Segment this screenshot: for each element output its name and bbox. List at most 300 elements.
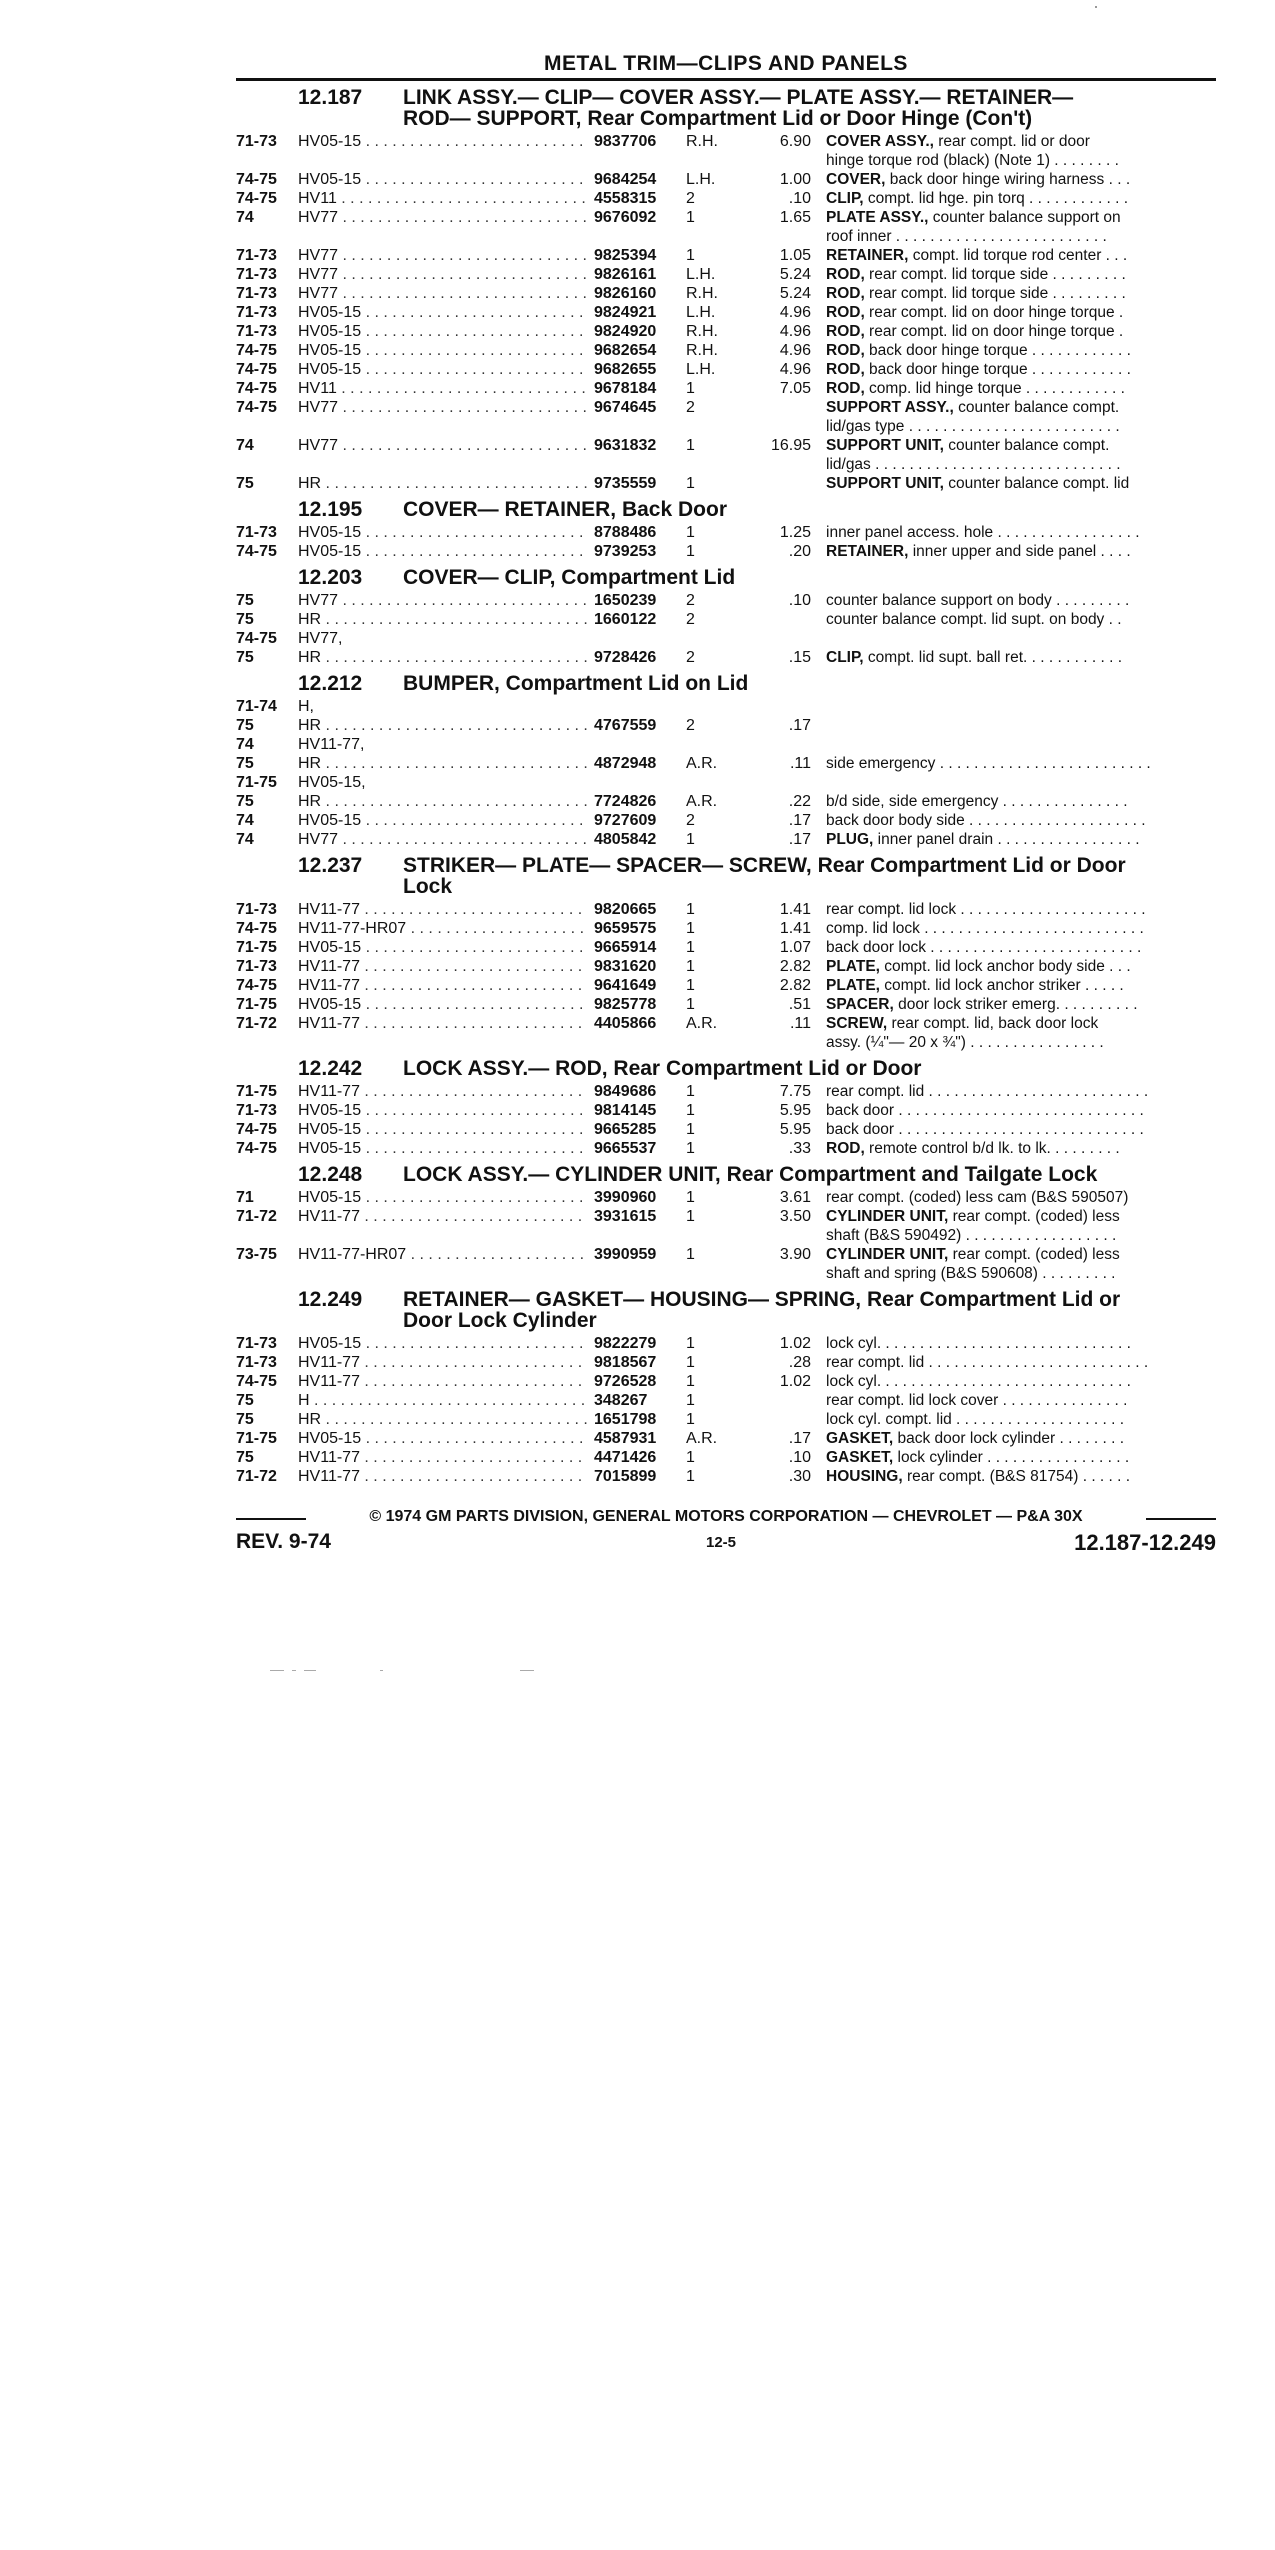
part-description xyxy=(826,1410,1206,1429)
part-number: 9837706 xyxy=(594,133,657,150)
part-row xyxy=(236,303,1216,322)
part-detail: rear compt. lid or door hinge torque rod (black) (Note 1) . . . . . . . . xyxy=(826,133,1119,169)
model-codes: H . . . xyxy=(298,1391,588,1410)
model-years: 75 xyxy=(236,755,254,772)
section-title: LOCK ASSY.— CYLINDER UNIT, Rear Compartment and Tailgate Lock xyxy=(403,1163,1098,1186)
model-years: 74 xyxy=(236,831,254,848)
model-codes: H, xyxy=(298,698,314,715)
part-row xyxy=(236,1188,1216,1207)
part-number: 9831620 xyxy=(594,958,657,975)
model-years: 71-75 xyxy=(236,1083,277,1100)
part-description xyxy=(826,919,1206,938)
price: 5.24 xyxy=(779,266,811,283)
part-row xyxy=(236,189,1216,208)
quantity: 2 xyxy=(686,399,695,416)
quantity: L.H. xyxy=(686,171,716,188)
model-codes: HR . . . xyxy=(298,792,588,811)
part-description xyxy=(826,542,1206,561)
revision-label: REV. 9-74 xyxy=(236,1530,331,1553)
part-number: 9641649 xyxy=(594,977,657,994)
model-codes: HV05-15 . . . xyxy=(298,811,588,830)
copyright-text: © 1974 GM PARTS DIVISION, GENERAL MOTORS CORPORATION — CHEVROLET — P&A 30X xyxy=(369,1508,1083,1525)
part-number: 9676092 xyxy=(594,209,657,226)
part-detail: rear compt. (coded) less shaft (B&S 590492) . . . . . . . . . . . . . . . . . . xyxy=(826,1208,1120,1244)
part-detail: rear compt. (coded) less cam (B&S 590507) xyxy=(826,1189,1129,1206)
price: 16.95 xyxy=(770,437,811,454)
part-row xyxy=(236,648,1216,667)
model-codes: HV77 . . . xyxy=(298,398,588,417)
part-description xyxy=(826,1245,1206,1283)
part-name: COVER, xyxy=(826,171,886,188)
part-name: ROD, xyxy=(826,342,865,359)
model-years: 75 xyxy=(236,592,254,609)
model-codes: HV11-77-HR07 . . . xyxy=(298,1245,588,1264)
price: 7.05 xyxy=(779,380,811,397)
part-description xyxy=(826,900,1206,919)
quantity: L.H. xyxy=(686,304,716,321)
part-number: 9684254 xyxy=(594,171,657,188)
part-number: 9674645 xyxy=(594,399,657,416)
quantity: A.R. xyxy=(686,793,718,810)
model-years: 74 xyxy=(236,812,254,829)
model-codes: HV11-77 . . . xyxy=(298,900,588,919)
model-years: 74-75 xyxy=(236,361,277,378)
part-row xyxy=(236,1245,1216,1283)
quantity: 1 xyxy=(686,247,695,264)
part-row xyxy=(236,754,1216,773)
part-detail: lock cylinder . . . . . . . . . . . . . . . . . xyxy=(893,1449,1130,1466)
part-number: 9659575 xyxy=(594,920,657,937)
footer-rule-right xyxy=(1146,1518,1216,1520)
part-description xyxy=(826,1101,1206,1120)
section-title: RETAINER— GASKET— HOUSING— SPRING, Rear Compartment Lid or Door Lock Cylinder xyxy=(403,1288,1121,1332)
model-years: 71-73 xyxy=(236,1335,277,1352)
price: .20 xyxy=(788,543,811,560)
section-number: 12.237 xyxy=(298,854,363,877)
part-detail: back door . . . . . . . . . . . . . . . . . . . . . . . . . . . . . xyxy=(826,1121,1144,1138)
part-number: 4805842 xyxy=(594,831,657,848)
model-codes: HV05-15 . . . xyxy=(298,995,588,1014)
price: 7.75 xyxy=(779,1083,811,1100)
part-name: GASKET, xyxy=(826,1430,894,1447)
part-number: 9665914 xyxy=(594,939,657,956)
part-number: 9727609 xyxy=(594,812,657,829)
quantity: R.H. xyxy=(686,285,718,302)
part-number: 9728426 xyxy=(594,649,657,666)
model-codes: HV05-15 . . . xyxy=(298,1120,588,1139)
part-row xyxy=(236,610,1216,629)
quantity: A.R. xyxy=(686,1430,718,1447)
part-row xyxy=(236,132,1216,170)
part-row xyxy=(236,773,1216,792)
model-years: 74-75 xyxy=(236,630,277,647)
part-detail: counter balance compt. lid/gas . . . . . . . . . . . . . . . . . . . . . . . . . . . . . xyxy=(826,437,1121,473)
part-number: 9818567 xyxy=(594,1354,657,1371)
part-detail: rear compt. lid lock cover . . . . . . . . . . . . . . . xyxy=(826,1392,1128,1409)
model-years: 71 xyxy=(236,1189,254,1206)
quantity: 1 xyxy=(686,209,695,226)
section-title: STRIKER— PLATE— SPACER— SCREW, Rear Compartment Lid or Door Lock xyxy=(403,854,1126,898)
price: 1.02 xyxy=(779,1373,811,1390)
quantity: 1 xyxy=(686,1392,695,1409)
price: 1.41 xyxy=(779,920,811,937)
part-number: 348267 xyxy=(594,1392,648,1409)
part-number: 9814145 xyxy=(594,1102,657,1119)
section-number: 12.187 xyxy=(298,86,363,109)
part-detail: remote control b/d lk. to lk. . . . . . . . . xyxy=(864,1140,1120,1157)
part-name: SPACER, xyxy=(826,996,894,1013)
price: .15 xyxy=(788,649,811,666)
model-years: 71-73 xyxy=(236,524,277,541)
price: 1.07 xyxy=(779,939,811,956)
model-years: 71-73 xyxy=(236,266,277,283)
price: .51 xyxy=(788,996,811,1013)
part-row xyxy=(236,1334,1216,1353)
part-name: CLIP, xyxy=(826,190,864,207)
model-codes: HV77 . . . xyxy=(298,591,588,610)
price: 1.05 xyxy=(779,247,811,264)
quantity: 1 xyxy=(686,1335,695,1352)
part-row xyxy=(236,246,1216,265)
model-years: 75 xyxy=(236,649,254,666)
part-detail: back door body side . . . . . . . . . . . . . . . . . . . . . xyxy=(826,812,1146,829)
part-name: PLATE, xyxy=(826,958,880,975)
part-name: GASKET, xyxy=(826,1449,894,1466)
part-name: ROD, xyxy=(826,1140,865,1157)
section-heading xyxy=(236,673,1216,694)
quantity: 1 xyxy=(686,1411,695,1428)
model-codes: HV05-15 . . . xyxy=(298,132,588,151)
part-number: 3990960 xyxy=(594,1189,657,1206)
page-title: METAL TRIM—CLIPS AND PANELS xyxy=(544,52,908,75)
part-detail: lock cyl. . . . . . . . . . . . . . . . . . . . . . . . . . . . . . xyxy=(826,1373,1131,1390)
part-detail: back door lock cylinder . . . . . . . . xyxy=(893,1430,1125,1447)
part-number: 9825394 xyxy=(594,247,657,264)
part-number: 9735559 xyxy=(594,475,657,492)
model-codes: HV05-15 . . . xyxy=(298,170,588,189)
part-number: 9826160 xyxy=(594,285,657,302)
model-years: 74-75 xyxy=(236,543,277,560)
part-detail: compt. lid torque rod center . . . xyxy=(908,247,1128,264)
section-title: LINK ASSY.— CLIP— COVER ASSY.— PLATE ASSY.— RETAINER— ROD— SUPPORT, Rear Compartment Lid or Door Hinge (Con't) xyxy=(403,86,1074,130)
part-description xyxy=(826,474,1206,493)
quantity: 2 xyxy=(686,611,695,628)
quantity: A.R. xyxy=(686,1015,718,1032)
part-number: 1651798 xyxy=(594,1411,657,1428)
part-number: 9682654 xyxy=(594,342,657,359)
model-years: 75 xyxy=(236,611,254,628)
part-row xyxy=(236,995,1216,1014)
part-detail: back door lock . . . . . . . . . . . . . . . . . . . . . . . . . xyxy=(826,939,1142,956)
model-years: 75 xyxy=(236,717,254,734)
part-description xyxy=(826,1082,1206,1101)
quantity: 1 xyxy=(686,380,695,397)
price: 1.00 xyxy=(779,171,811,188)
quantity: 1 xyxy=(686,939,695,956)
part-detail: lock cyl. . . . . . . . . . . . . . . . . . . . . . . . . . . . . . xyxy=(826,1335,1131,1352)
part-name: SUPPORT ASSY., xyxy=(826,399,954,416)
price: 1.41 xyxy=(779,901,811,918)
part-name: ROD, xyxy=(826,380,865,397)
part-row xyxy=(236,1139,1216,1158)
model-codes: HV77 . . . xyxy=(298,284,588,303)
part-description xyxy=(826,208,1206,246)
part-row xyxy=(236,208,1216,246)
section-number: 12.242 xyxy=(298,1057,363,1080)
part-detail: back door hinge wiring harness . . . xyxy=(885,171,1131,188)
part-row xyxy=(236,900,1216,919)
part-name: PLATE, xyxy=(826,977,880,994)
part-row xyxy=(236,398,1216,436)
model-years: 71-73 xyxy=(236,958,277,975)
part-row xyxy=(236,542,1216,561)
model-years: 71-75 xyxy=(236,1430,277,1447)
part-number: 9631832 xyxy=(594,437,657,454)
price: 4.96 xyxy=(779,304,811,321)
model-years: 74-75 xyxy=(236,171,277,188)
part-description xyxy=(826,1391,1206,1410)
part-description xyxy=(826,170,1206,189)
section-heading xyxy=(236,499,1216,520)
model-codes: HR . . . xyxy=(298,754,588,773)
part-description xyxy=(826,591,1206,610)
sections-container xyxy=(236,87,1216,1486)
part-detail: back door . . . . . . . . . . . . . . . . . . . . . . . . . . . . . xyxy=(826,1102,1144,1119)
price: 3.61 xyxy=(779,1189,811,1206)
part-description xyxy=(826,976,1206,995)
section-title: BUMPER, Compartment Lid on Lid xyxy=(403,672,749,695)
title-rule xyxy=(236,78,1216,81)
part-description xyxy=(826,189,1206,208)
quantity: 1 xyxy=(686,1246,695,1263)
model-years: 71-72 xyxy=(236,1208,277,1225)
part-name: SCREW, xyxy=(826,1015,888,1032)
price: .10 xyxy=(788,190,811,207)
price: 1.02 xyxy=(779,1335,811,1352)
model-years: 74-75 xyxy=(236,1121,277,1138)
quantity: 2 xyxy=(686,190,695,207)
part-description xyxy=(826,610,1206,629)
part-row xyxy=(236,629,1216,648)
part-name: CYLINDER UNIT, xyxy=(826,1246,949,1263)
model-codes: HV05-15 . . . xyxy=(298,938,588,957)
part-number: 1660122 xyxy=(594,611,657,628)
model-years: 71-73 xyxy=(236,133,277,150)
part-row xyxy=(236,1082,1216,1101)
part-name: RETAINER, xyxy=(826,543,909,560)
part-number: 3931615 xyxy=(594,1208,657,1225)
quantity: 2 xyxy=(686,592,695,609)
model-codes: HV11-77, xyxy=(298,736,365,753)
part-detail: comp. lid lock . . . . . . . . . . . . . . . . . . . . . . . . . . xyxy=(826,920,1144,937)
quantity: 2 xyxy=(686,717,695,734)
section-number: 12.248 xyxy=(298,1163,363,1186)
model-codes: HV05-15, xyxy=(298,774,366,791)
part-description xyxy=(826,1467,1206,1486)
part-row xyxy=(236,523,1216,542)
part-number: 9726528 xyxy=(594,1373,657,1390)
part-description xyxy=(826,523,1206,542)
part-row xyxy=(236,1429,1216,1448)
model-codes: HV77 . . . xyxy=(298,436,588,455)
part-detail: rear compt. (coded) less shaft and spring (B&S 590608) . . . . . . . . . xyxy=(826,1246,1120,1282)
part-description xyxy=(826,1139,1206,1158)
group-range: 12.187-12.249 xyxy=(1074,1530,1216,1555)
model-codes: HV77 . . . xyxy=(298,246,588,265)
price: 5.95 xyxy=(779,1102,811,1119)
model-years: 71-73 xyxy=(236,285,277,302)
quantity: 1 xyxy=(686,1189,695,1206)
part-detail: side emergency . . . . . . . . . . . . . . . . . . . . . . . . . xyxy=(826,755,1151,772)
part-name: PLUG, xyxy=(826,831,874,848)
model-codes: HR . . . xyxy=(298,610,588,629)
part-row xyxy=(236,322,1216,341)
model-codes: HV11-77 . . . xyxy=(298,1467,588,1486)
model-codes: HV11-77 . . . xyxy=(298,1207,588,1226)
part-description xyxy=(826,938,1206,957)
model-years: 71-75 xyxy=(236,774,277,791)
part-row xyxy=(236,1207,1216,1245)
section-title: LOCK ASSY.— ROD, Rear Compartment Lid or Door xyxy=(403,1057,922,1080)
part-detail: b/d side, side emergency . . . . . . . . . . . . . . . xyxy=(826,793,1128,810)
section-title: COVER— CLIP, Compartment Lid xyxy=(403,566,736,589)
price: 1.25 xyxy=(779,524,811,541)
part-detail: lock cyl. compt. lid . . . . . . . . . . . . . . . . . . . . xyxy=(826,1411,1125,1428)
quantity: 1 xyxy=(686,977,695,994)
part-row xyxy=(236,735,1216,754)
part-detail: counter balance support on body . . . . . . . . . xyxy=(826,592,1130,609)
part-number: 8788486 xyxy=(594,524,657,541)
part-number: 9665537 xyxy=(594,1140,657,1157)
part-detail: compt. lid supt. ball ret. . . . . . . . . . . . xyxy=(863,649,1123,666)
quantity: R.H. xyxy=(686,133,718,150)
model-years: 74-75 xyxy=(236,190,277,207)
part-number: 9678184 xyxy=(594,380,657,397)
part-description xyxy=(826,995,1206,1014)
part-number: 3990959 xyxy=(594,1246,657,1263)
model-codes: HV11 . . . xyxy=(298,189,588,208)
model-years: 71-73 xyxy=(236,1354,277,1371)
part-row xyxy=(236,1391,1216,1410)
part-name: ROD, xyxy=(826,361,865,378)
part-number: 9824921 xyxy=(594,304,657,321)
part-row xyxy=(236,811,1216,830)
quantity: 1 xyxy=(686,831,695,848)
quantity: L.H. xyxy=(686,266,716,283)
model-codes: HV77 . . . xyxy=(298,265,588,284)
model-years: 74 xyxy=(236,209,254,226)
part-number: 4767559 xyxy=(594,717,657,734)
model-codes: HV05-15 . . . xyxy=(298,1139,588,1158)
part-detail: rear compt. lid torque side . . . . . . . . . xyxy=(864,285,1126,302)
section-heading xyxy=(236,1164,1216,1185)
part-detail: rear compt. lid torque side . . . . . . . . . xyxy=(864,266,1126,283)
price: 4.96 xyxy=(779,342,811,359)
part-description xyxy=(826,792,1206,811)
model-years: 71-72 xyxy=(236,1015,277,1032)
part-detail: inner upper and side panel . . . . xyxy=(908,543,1131,560)
part-name: COVER ASSY., xyxy=(826,133,934,150)
part-row xyxy=(236,1101,1216,1120)
price: .30 xyxy=(788,1468,811,1485)
quantity: L.H. xyxy=(686,361,716,378)
model-years: 74-75 xyxy=(236,1373,277,1390)
model-codes: HV05-15 . . . xyxy=(298,1101,588,1120)
part-row xyxy=(236,1448,1216,1467)
model-years: 74-75 xyxy=(236,920,277,937)
part-number: 9849686 xyxy=(594,1083,657,1100)
part-row xyxy=(236,265,1216,284)
quantity: 1 xyxy=(686,920,695,937)
part-number: 7015899 xyxy=(594,1468,657,1485)
model-codes: HV11-77 . . . xyxy=(298,1353,588,1372)
model-years: 75 xyxy=(236,1392,254,1409)
part-name: HOUSING, xyxy=(826,1468,903,1485)
part-description xyxy=(826,1207,1206,1245)
part-detail: inner panel access. hole . . . . . . . . . . . . . . . . . xyxy=(826,524,1140,541)
model-years: 71-73 xyxy=(236,304,277,321)
quantity: 1 xyxy=(686,1208,695,1225)
part-row xyxy=(236,284,1216,303)
model-codes: HV11-77 . . . xyxy=(298,1082,588,1101)
model-codes: HV05-15 . . . xyxy=(298,1188,588,1207)
price: 3.50 xyxy=(779,1208,811,1225)
price: 5.24 xyxy=(779,285,811,302)
part-row xyxy=(236,919,1216,938)
part-detail: compt. lid lock anchor striker . . . . . xyxy=(879,977,1124,994)
part-detail: compt. lid hge. pin torq . . . . . . . . . . . . xyxy=(863,190,1129,207)
quantity: 1 xyxy=(686,958,695,975)
model-years: 71-73 xyxy=(236,323,277,340)
part-detail: rear compt. lid on door hinge torque . xyxy=(864,304,1124,321)
part-detail: compt. lid lock anchor body side . . . xyxy=(879,958,1131,975)
model-codes: HV05-15 . . . xyxy=(298,542,588,561)
quantity: 1 xyxy=(686,475,695,492)
model-codes: HV05-15 . . . xyxy=(298,322,588,341)
part-number: 4872948 xyxy=(594,755,657,772)
part-row xyxy=(236,976,1216,995)
model-years: 74 xyxy=(236,437,254,454)
model-codes: HV11-77 . . . xyxy=(298,1014,588,1033)
quantity: 1 xyxy=(686,1102,695,1119)
model-codes: HR . . . xyxy=(298,474,588,493)
model-years: 71-74 xyxy=(236,698,277,715)
price: 6.90 xyxy=(779,133,811,150)
scan-artifacts xyxy=(270,1670,550,1674)
part-number: 9825778 xyxy=(594,996,657,1013)
part-description xyxy=(826,957,1206,976)
part-description xyxy=(826,436,1206,474)
model-codes: HV11-77 . . . xyxy=(298,1372,588,1391)
section-number: 12.195 xyxy=(298,498,363,521)
quantity: 1 xyxy=(686,1354,695,1371)
part-row xyxy=(236,436,1216,474)
part-name: ROD, xyxy=(826,323,865,340)
part-description xyxy=(826,1448,1206,1467)
price: 1.65 xyxy=(779,209,811,226)
part-description xyxy=(826,754,1206,773)
part-name: PLATE ASSY., xyxy=(826,209,929,226)
part-row xyxy=(236,957,1216,976)
part-name: SUPPORT UNIT, xyxy=(826,475,944,492)
part-description xyxy=(826,1014,1206,1052)
quantity: 1 xyxy=(686,1449,695,1466)
part-description xyxy=(826,360,1206,379)
part-detail: back door hinge torque . . . . . . . . . . . . xyxy=(864,361,1131,378)
model-codes: HV11-77 . . . xyxy=(298,976,588,995)
part-detail: counter balance compt. lid xyxy=(943,475,1130,492)
section-heading xyxy=(236,87,1216,129)
